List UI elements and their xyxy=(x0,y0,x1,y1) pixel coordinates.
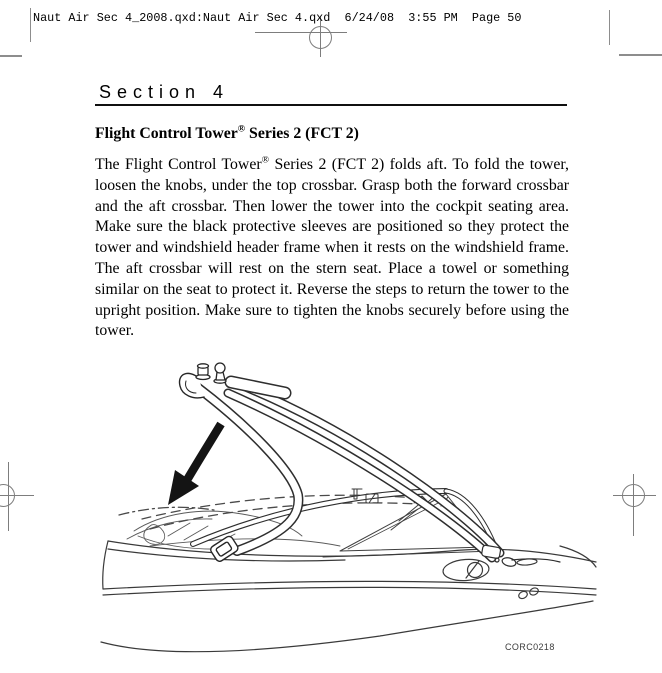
registered-trademark-symbol: ® xyxy=(237,123,246,135)
loosening-knobs xyxy=(196,363,226,383)
body-text-suffix: Series 2 (FCT 2) folds aft. To fold the tower, loosen the knobs, under the top crossbar. Grasp both the forward crossbar and the aft crossbar. Then lower the tower into the cockpit seating area. Make sure the black protective sleeves are positioned so they protect the tower and windshield header frame when it rests on the windshield frame. The aft crossbar will rest on the stern seat. Place a towel or something similar on the seat to protect it. Reverse the steps to return the tower to the upright position. Make sure to tighten the knobs securely before using the tower. xyxy=(95,156,569,340)
section-title-rule xyxy=(95,104,567,106)
section-title xyxy=(99,82,223,103)
body-text: The Flight Control Tower xyxy=(95,156,262,173)
body-paragraph xyxy=(95,155,569,342)
fold-direction-arrow xyxy=(168,424,221,505)
boat-tower-fold-illustration xyxy=(95,355,600,665)
document-filename-header: Naut Air Sec 4_2008.qxd:Naut Air Sec 4.qxd 6/24/08 3:55 PM Page 50 xyxy=(33,11,522,25)
heading-text: Flight Control Tower xyxy=(95,125,238,142)
figure-caption: CORC0218 xyxy=(505,642,555,652)
section-number: 4 xyxy=(213,82,224,102)
heading-text-suffix: Series 2 (FCT 2) xyxy=(245,125,359,142)
crop-mark-top-right-vertical xyxy=(609,10,610,45)
tower-tubes xyxy=(197,382,500,558)
registered-trademark-symbol: ® xyxy=(261,154,270,166)
boat-hull xyxy=(101,541,596,652)
crop-mark-top-left-horizontal xyxy=(0,55,22,57)
crop-mark-top-left-vertical xyxy=(30,8,31,42)
crop-mark-top-right-horizontal xyxy=(619,54,662,56)
section-label: Section xyxy=(99,82,202,102)
article-heading xyxy=(95,125,359,143)
